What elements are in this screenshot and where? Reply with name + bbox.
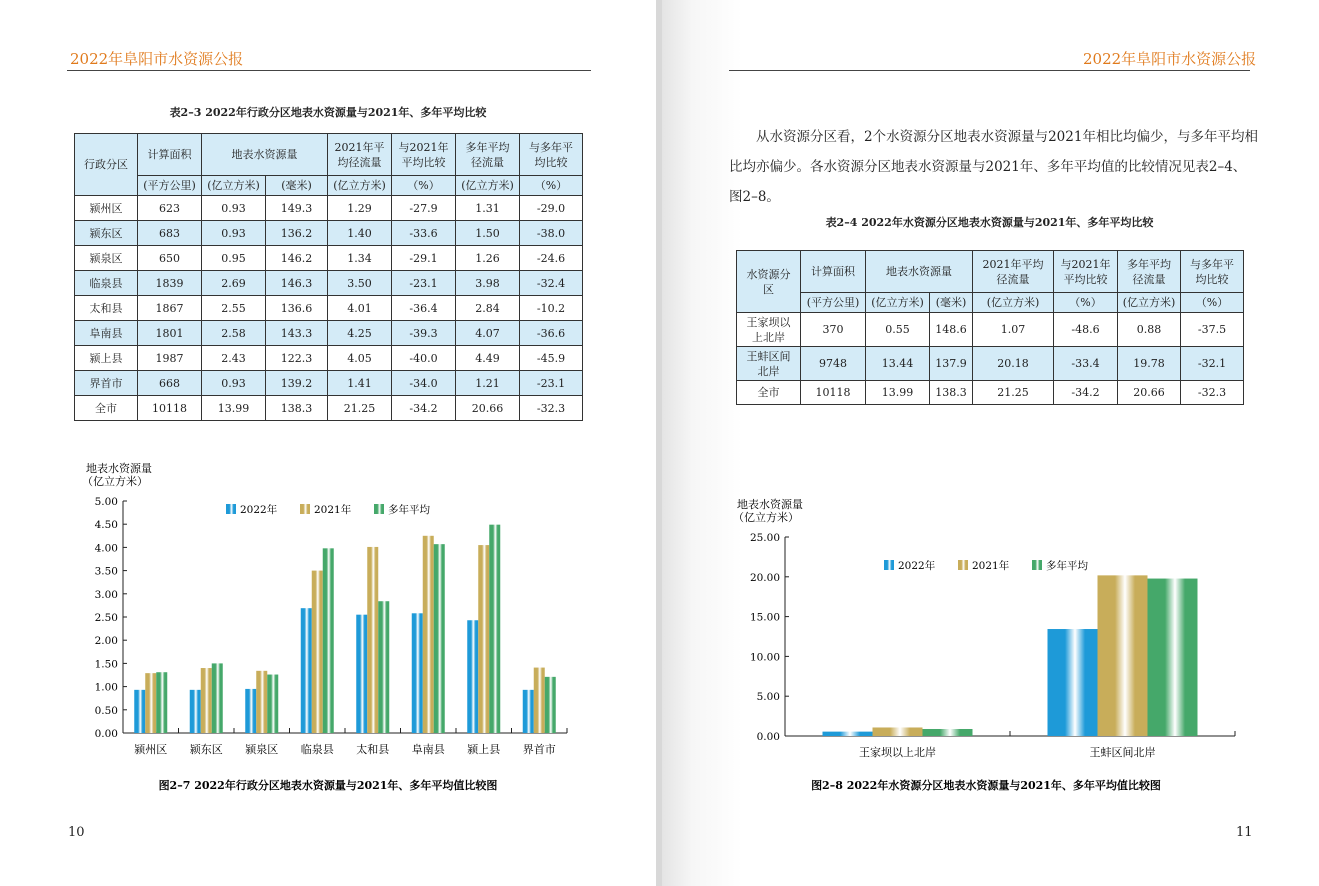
row-label: 界首市 [75, 371, 138, 396]
value-cell: 4.05 [328, 346, 392, 371]
table-row [75, 346, 583, 371]
value-cell: 3.50 [328, 271, 392, 296]
value-cell: -34.0 [392, 371, 456, 396]
value-cell: 149.3 [266, 196, 328, 221]
legend-swatch [958, 560, 968, 570]
bar-2022年 [1048, 629, 1098, 736]
value-cell: 1867 [138, 296, 202, 321]
bar-多年平均 [156, 672, 167, 733]
bar-2021年 [312, 571, 323, 733]
y-tick-label: 4.50 [94, 519, 118, 532]
value-cell: 13.99 [202, 396, 266, 421]
x-tick-label: 颍上县 [467, 743, 501, 756]
value-cell: 2.55 [202, 296, 266, 321]
value-cell: -23.1 [520, 371, 583, 396]
row-label: 颍上县 [75, 346, 138, 371]
x-tick-label: 王家坝以上北岸 [859, 746, 936, 759]
value-cell: 683 [138, 221, 202, 246]
body-paragraph: 从水资源分区看，2个水资源分区地表水资源量与2021年相比均偏少，与多年平均相比均亦偏少。各水资源分区地表水资源量与2021年、多年平均值的比较情况见表2–4、图2–8。 [729, 129, 1258, 205]
value-cell: 136.2 [266, 221, 328, 246]
table-row [737, 313, 1244, 347]
column-header: 地表水资源量 [866, 251, 973, 293]
value-cell: -33.4 [1054, 347, 1118, 381]
value-cell: -37.5 [1181, 313, 1244, 347]
legend-label: 2022年 [898, 560, 936, 572]
y-tick-label: 1.50 [94, 658, 118, 671]
value-cell: 4.01 [328, 296, 392, 321]
value-cell: 1.29 [328, 196, 392, 221]
table-caption: 表2–3 2022年行政分区地表水资源量与2021年、多年平均比较 [169, 106, 487, 119]
bar-2022年 [412, 613, 423, 733]
value-cell: 0.93 [202, 221, 266, 246]
value-cell: 668 [138, 371, 202, 396]
value-cell: 2.43 [202, 346, 266, 371]
value-cell: -23.1 [392, 271, 456, 296]
y-axis-label: 地表水资源量 [737, 498, 803, 511]
unit-cell: (亿立方米) [202, 176, 266, 196]
x-tick-label: 太和县 [356, 743, 390, 756]
legend-label: 2021年 [314, 504, 352, 516]
bar-多年平均 [378, 601, 389, 733]
value-cell: 148.6 [930, 313, 973, 347]
page-number: 10 [68, 825, 85, 840]
legend-swatch [1032, 560, 1042, 570]
row-label: 太和县 [75, 296, 138, 321]
left-page [0, 0, 656, 886]
value-cell: 1987 [138, 346, 202, 371]
unit-cell: (亿立方米) [328, 176, 392, 196]
row-label: 阜南县 [75, 321, 138, 346]
x-tick-label: 阜南县 [411, 743, 445, 756]
value-cell: -34.2 [1054, 381, 1118, 405]
legend-swatch [300, 504, 310, 514]
y-tick-label: 0.00 [756, 731, 780, 743]
water-zone-chart [662, 490, 1319, 800]
bar-2022年 [134, 690, 145, 733]
x-tick-label: 界首市 [522, 743, 556, 756]
table-row [75, 246, 583, 271]
column-header: 与多年平均比较 [1181, 251, 1244, 293]
x-tick-label: 颍州区 [134, 743, 168, 756]
value-cell: -45.9 [520, 346, 583, 371]
row-label: 临泉县 [75, 271, 138, 296]
value-cell: 1839 [138, 271, 202, 296]
value-cell: 1.40 [328, 221, 392, 246]
column-header: 多年平均径流量 [456, 134, 520, 176]
value-cell: 0.88 [1118, 313, 1181, 347]
value-cell: -34.2 [392, 396, 456, 421]
unit-cell: (亿立方米) [866, 293, 930, 313]
value-cell: 10118 [138, 396, 202, 421]
unit-cell: (毫米) [266, 176, 328, 196]
value-cell: 0.93 [202, 371, 266, 396]
row-label: 王家坝以上北岸 [737, 313, 801, 347]
value-cell: 370 [801, 313, 866, 347]
value-cell: 1.34 [328, 246, 392, 271]
unit-cell: (平方公里) [801, 293, 866, 313]
column-header: 与多年平均比较 [520, 134, 583, 176]
value-cell: 2.69 [202, 271, 266, 296]
x-tick-label: 王蚌区间北岸 [1089, 746, 1156, 759]
header-rule [729, 70, 1250, 71]
bar-2021年 [367, 547, 378, 733]
bar-2022年 [356, 615, 367, 733]
value-cell: 623 [138, 196, 202, 221]
legend-swatch [374, 504, 384, 514]
value-cell: -32.3 [1181, 381, 1244, 405]
value-cell: 1.41 [328, 371, 392, 396]
bar-2022年 [301, 608, 312, 733]
column-header: 计算面积 [138, 134, 202, 176]
table-row [75, 396, 583, 421]
bar-多年平均 [434, 544, 445, 733]
value-cell: 13.44 [866, 347, 930, 381]
value-cell: -29.0 [520, 196, 583, 221]
bar-多年平均 [323, 548, 334, 733]
column-header: 与2021年平均比较 [392, 134, 456, 176]
y-tick-label: 2.00 [94, 635, 118, 648]
admin-district-table [74, 133, 583, 421]
column-header: 地表水资源量 [202, 134, 328, 176]
legend-label: 多年平均 [388, 504, 430, 516]
table-row [75, 296, 583, 321]
value-cell: 20.66 [1118, 381, 1181, 405]
bar-2021年 [145, 673, 156, 733]
column-header: 2021年平均径流量 [328, 134, 392, 176]
unit-cell: （%） [520, 176, 583, 196]
y-axis-label: 地表水资源量 [86, 462, 152, 475]
y-tick-label: 25.00 [749, 532, 780, 544]
y-tick-label: 4.00 [94, 542, 118, 555]
column-header: 多年平均径流量 [1118, 251, 1181, 293]
value-cell: 1.07 [973, 313, 1054, 347]
value-cell: 1.21 [456, 371, 520, 396]
table-row [75, 371, 583, 396]
legend-label: 2021年 [972, 560, 1010, 572]
value-cell: 1801 [138, 321, 202, 346]
bar-多年平均 [545, 677, 556, 733]
y-tick-label: 10.00 [749, 651, 780, 664]
unit-cell: （%） [392, 176, 456, 196]
unit-cell: （%） [1054, 293, 1118, 313]
y-tick-label: 2.50 [94, 612, 118, 624]
legend-swatch [884, 560, 894, 570]
value-cell: -10.2 [520, 296, 583, 321]
value-cell: 143.3 [266, 321, 328, 346]
value-cell: 9748 [801, 347, 866, 381]
value-cell: 0.55 [866, 313, 930, 347]
bar-2021年 [534, 668, 545, 733]
running-header: 2022年阜阳市水资源公报 [70, 50, 244, 68]
bar-2021年 [256, 671, 267, 733]
value-cell: 10118 [801, 381, 866, 405]
table-row [75, 221, 583, 246]
bar-2022年 [823, 732, 873, 736]
unit-cell: (平方公里) [138, 176, 202, 196]
y-tick-label: 5.00 [94, 496, 118, 508]
y-tick-label: 1.00 [94, 681, 118, 694]
table-row [737, 381, 1244, 405]
legend-swatch [226, 504, 236, 514]
unit-cell: (亿立方米) [973, 293, 1054, 313]
figure-caption: 图2–7 2022年行政分区地表水资源量与2021年、多年平均值比较图 [158, 779, 498, 792]
table-caption: 表2–4 2022年水资源分区地表水资源量与2021年、多年平均比较 [825, 216, 1154, 229]
value-cell: -29.1 [392, 246, 456, 271]
value-cell: 21.25 [328, 396, 392, 421]
admin-district-chart [0, 455, 656, 800]
y-tick-label: 20.00 [749, 571, 780, 584]
bar-2021年 [873, 727, 923, 736]
column-header: 行政分区 [75, 134, 138, 196]
figure-caption: 图2–8 2022年水资源分区地表水资源量与2021年、多年平均值比较图 [811, 779, 1161, 792]
value-cell: 122.3 [266, 346, 328, 371]
value-cell: 13.99 [866, 381, 930, 405]
value-cell: -48.6 [1054, 313, 1118, 347]
value-cell: 136.6 [266, 296, 328, 321]
x-tick-label: 颍东区 [189, 743, 223, 756]
bar-多年平均 [923, 729, 973, 736]
value-cell: 138.3 [266, 396, 328, 421]
bar-多年平均 [267, 675, 278, 733]
unit-cell: (亿立方米) [1118, 293, 1181, 313]
value-cell: -40.0 [392, 346, 456, 371]
value-cell: -39.3 [392, 321, 456, 346]
table-row [75, 271, 583, 296]
bar-2022年 [467, 620, 478, 733]
unit-cell: (亿立方米) [456, 176, 520, 196]
value-cell: 1.50 [456, 221, 520, 246]
table-row [75, 196, 583, 221]
bar-多年平均 [212, 663, 223, 733]
legend-label: 2022年 [240, 504, 278, 516]
value-cell: -36.4 [392, 296, 456, 321]
value-cell: -27.9 [392, 196, 456, 221]
running-header: 2022年阜阳市水资源公报 [1083, 50, 1257, 68]
value-cell: 4.07 [456, 321, 520, 346]
value-cell: -32.3 [520, 396, 583, 421]
row-label: 全市 [75, 396, 138, 421]
bar-多年平均 [489, 525, 500, 733]
value-cell: 146.2 [266, 246, 328, 271]
value-cell: -36.6 [520, 321, 583, 346]
value-cell: 0.95 [202, 246, 266, 271]
bar-2022年 [523, 690, 534, 733]
value-cell: -33.6 [392, 221, 456, 246]
y-tick-label: 0.00 [94, 728, 118, 740]
header-rule [67, 70, 591, 71]
y-axis-unit: （亿立方米） [82, 475, 148, 488]
x-tick-label: 临泉县 [300, 743, 334, 756]
y-tick-label: 5.00 [756, 691, 780, 704]
bar-2021年 [201, 668, 212, 733]
value-cell: 1.31 [456, 196, 520, 221]
bar-2021年 [423, 536, 434, 733]
bar-2021年 [478, 545, 489, 733]
bar-2022年 [190, 690, 201, 733]
value-cell: -24.6 [520, 246, 583, 271]
column-header: 与2021年平均比较 [1054, 251, 1118, 293]
row-label: 颍州区 [75, 196, 138, 221]
value-cell: 4.49 [456, 346, 520, 371]
unit-cell: （%） [1181, 293, 1244, 313]
bar-2022年 [245, 689, 256, 733]
value-cell: 3.98 [456, 271, 520, 296]
y-tick-label: 0.50 [94, 704, 118, 717]
value-cell: -38.0 [520, 221, 583, 246]
water-zone-table [736, 250, 1244, 405]
value-cell: 19.78 [1118, 347, 1181, 381]
page-number: 11 [1236, 825, 1253, 840]
value-cell: 20.18 [973, 347, 1054, 381]
bar-2021年 [1098, 575, 1148, 736]
table-row [75, 321, 583, 346]
value-cell: 138.3 [930, 381, 973, 405]
value-cell: 146.3 [266, 271, 328, 296]
right-page [662, 0, 1319, 886]
column-header: 计算面积 [801, 251, 866, 293]
value-cell: 4.25 [328, 321, 392, 346]
table-row [737, 347, 1244, 381]
row-label: 颍泉区 [75, 246, 138, 271]
legend-label: 多年平均 [1046, 560, 1088, 572]
value-cell: 650 [138, 246, 202, 271]
y-tick-label: 15.00 [749, 611, 780, 624]
value-cell: 2.84 [456, 296, 520, 321]
value-cell: -32.1 [1181, 347, 1244, 381]
value-cell: 21.25 [973, 381, 1054, 405]
value-cell: 20.66 [456, 396, 520, 421]
value-cell: -32.4 [520, 271, 583, 296]
value-cell: 139.2 [266, 371, 328, 396]
bar-多年平均 [1148, 579, 1198, 736]
row-label: 颍东区 [75, 221, 138, 246]
row-label: 王蚌区间北岸 [737, 347, 801, 381]
y-tick-label: 3.50 [94, 565, 118, 578]
y-axis-unit: （亿立方米） [733, 511, 799, 524]
column-header: 2021年平均径流量 [973, 251, 1054, 293]
y-tick-label: 3.00 [94, 588, 118, 601]
value-cell: 1.26 [456, 246, 520, 271]
row-label: 全市 [737, 381, 801, 405]
column-header: 水资源分区 [737, 251, 801, 313]
x-tick-label: 颍泉区 [245, 743, 279, 756]
value-cell: 137.9 [930, 347, 973, 381]
unit-cell: (毫米) [930, 293, 973, 313]
value-cell: 2.58 [202, 321, 266, 346]
value-cell: 0.93 [202, 196, 266, 221]
